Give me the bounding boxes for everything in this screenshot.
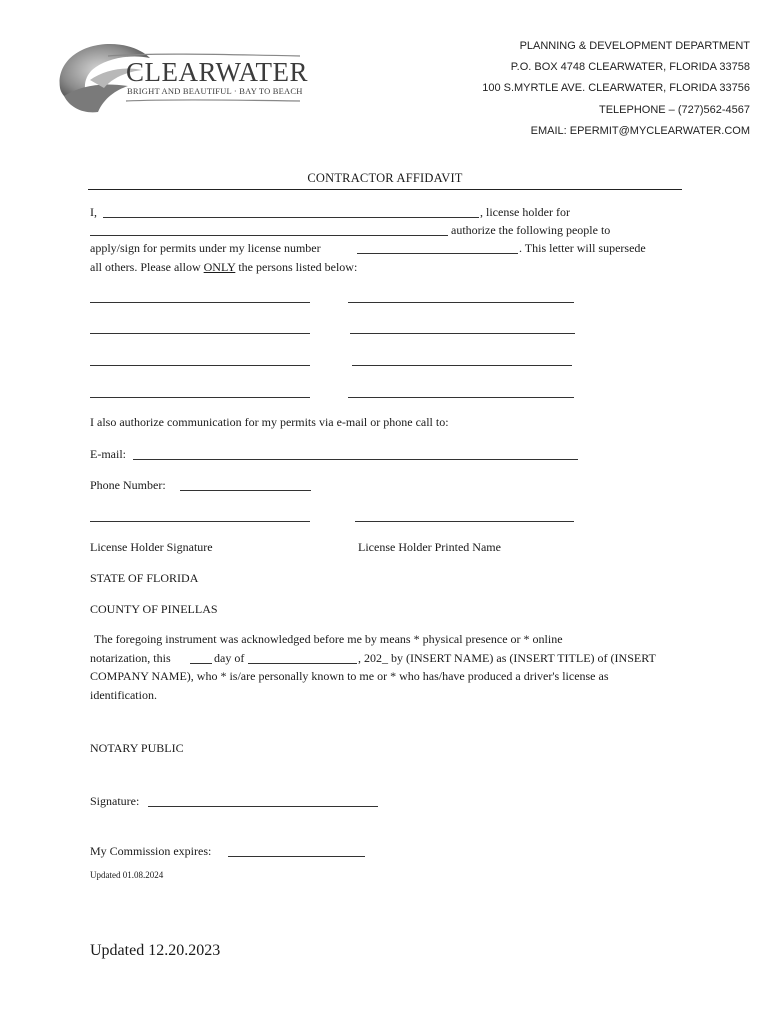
intro-emphasis-only: ONLY [203, 260, 236, 274]
department-name: PLANNING & DEVELOPMENT DEPARTMENT [519, 40, 750, 52]
communication-text: I also authorize communication for my permits via e-mail or phone call to: [90, 415, 449, 429]
form-title: CONTRACTOR AFFIDAVIT [307, 171, 463, 185]
intro-line3-suffix: . This letter will supersede [519, 241, 646, 255]
notary-signature-label: Signature: [90, 794, 140, 808]
logo-wordmark: CLEARWATER [126, 57, 309, 87]
intro-line4-suffix: the persons listed below: [238, 260, 358, 274]
intro-line4-prefix: all others. Please allow [90, 260, 201, 274]
logo-tagline: BRIGHT AND BEAUTIFUL · BAY TO BEACH [127, 86, 303, 96]
intro-line3-prefix: apply/sign for permits under my license number [90, 241, 321, 255]
commission-expiration-field[interactable] [228, 856, 365, 857]
phone-label: Phone Number: [90, 478, 166, 492]
notary-text-line2-mid2: , 202_ by (INSERT NAME) as (INSERT TITLE) of (INSERT [358, 651, 656, 665]
signature-label: License Holder Signature [90, 540, 213, 554]
printed-name-label: License Holder Printed Name [358, 540, 501, 554]
telephone: TELEPHONE – (727)562-4567 [598, 104, 750, 116]
company-name-field[interactable] [90, 235, 448, 236]
authorized-person-8-field[interactable] [348, 397, 574, 398]
intro-line4 [90, 261, 357, 273]
updated-small-note: Updated 01.08.2024 [90, 870, 164, 880]
intro-line1-prefix: I, [90, 205, 97, 219]
authorized-person-6-field[interactable] [352, 365, 572, 366]
state-label: STATE OF FLORIDA [90, 571, 199, 585]
license-holder-printed-name-field[interactable] [355, 521, 574, 522]
authorized-person-7-field[interactable] [90, 397, 310, 398]
notary-day-field[interactable] [190, 663, 212, 664]
mailing-address: P.O. BOX 4748 CLEARWATER, FLORIDA 33758 [510, 61, 750, 73]
footer-updated: Updated 12.20.2023 [90, 942, 221, 959]
notary-text-line3: COMPANY NAME), who * is/are personally known to me or * who has/have produced a driver's license as [90, 669, 609, 683]
phone-field[interactable] [180, 490, 311, 491]
notary-month-field[interactable] [248, 663, 357, 664]
authorized-person-3-field[interactable] [90, 333, 310, 334]
commission-label: My Commission expires: [90, 844, 212, 858]
intro-line2-suffix: authorize the following people to [451, 223, 611, 237]
street-address: 100 S.MYRTLE AVE. CLEARWATER, FLORIDA 33756 [482, 82, 750, 94]
authorized-person-2-field[interactable] [348, 302, 574, 303]
notary-text-line2-prefix: notarization, this [90, 651, 171, 665]
license-number-field[interactable] [357, 253, 518, 254]
email-address: EMAIL: EPERMIT@MYCLEARWATER.COM [530, 125, 750, 137]
notary-signature-field[interactable] [148, 806, 378, 807]
license-holder-signature-field[interactable] [90, 521, 310, 522]
authorized-person-4-field[interactable] [350, 333, 575, 334]
authorized-person-1-field[interactable] [90, 302, 310, 303]
title-divider [88, 189, 682, 190]
email-label: E-mail: [90, 447, 126, 461]
notary-text-line1: The foregoing instrument was acknowledged before me by means * physical presence or * online [94, 632, 563, 646]
license-holder-name-field[interactable] [103, 217, 479, 218]
notary-text-line4: identification. [90, 688, 157, 702]
notary-public-label: NOTARY PUBLIC [90, 741, 184, 755]
intro-line1-suffix: , license holder for [480, 205, 570, 219]
county-label: COUNTY OF PINELLAS [90, 602, 218, 616]
email-field[interactable] [133, 459, 578, 460]
authorized-person-5-field[interactable] [90, 365, 310, 366]
notary-text-line2-mid1: day of [214, 651, 245, 665]
